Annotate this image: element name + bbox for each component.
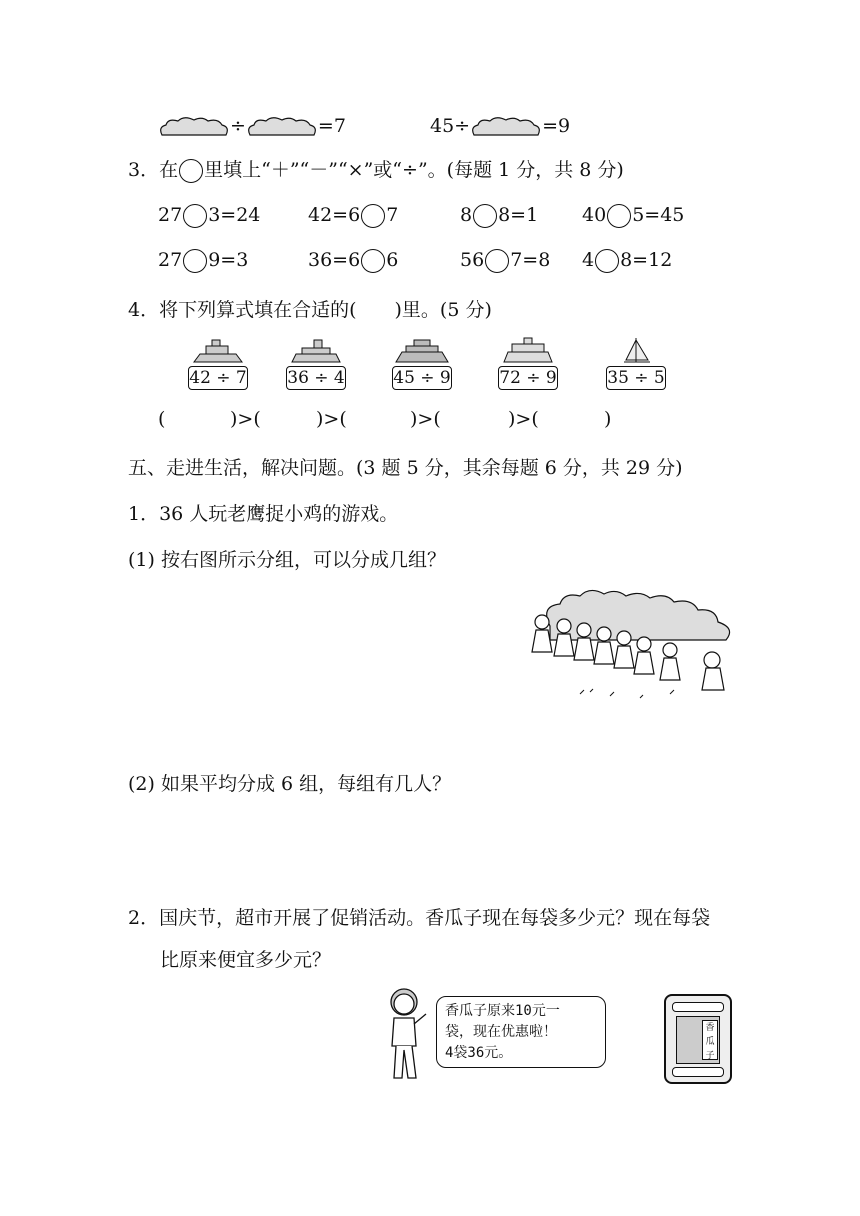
p2-line2: 比原来便宜多少元？ [160, 949, 332, 971]
p2-line1: 2．国庆节，超市开展了促销活动。香瓜子现在每袋多少元？现在每袋 [128, 907, 711, 929]
boat-card [286, 336, 346, 390]
p1-sub1: (1) 按右图所示分组，可以分成几组？ [128, 549, 446, 571]
speech-bubble [436, 996, 606, 1068]
q3-item: 56 7=8 [460, 249, 551, 271]
boat-card [606, 336, 666, 390]
cloud-icon [158, 115, 230, 139]
speech-line: 袋，现在优惠啦！ [445, 1024, 557, 1040]
eq1-suffix: =7 [317, 115, 346, 137]
blank-circle[interactable] [179, 159, 203, 183]
compare-blank[interactable]: )>( [410, 408, 441, 430]
div-sign: ÷ [230, 115, 246, 137]
seed-bag [664, 994, 732, 1084]
blank-circle[interactable] [183, 249, 207, 273]
bag-label: 香 瓜 子 [702, 1020, 718, 1060]
cloud-icon [470, 115, 542, 139]
eq2-prefix: 45÷ [430, 115, 471, 137]
blank-circle[interactable] [361, 204, 385, 228]
compare-blank[interactable]: )>( [316, 408, 347, 430]
expression-box: 72 ÷ 9 [499, 368, 557, 388]
boat-card [188, 336, 248, 390]
p1-title: 1．36 人玩老鹰捉小鸡的游戏。 [128, 503, 399, 525]
ship-icon [392, 336, 452, 366]
eq2-suffix: =9 [542, 115, 571, 137]
top-equations [158, 114, 346, 139]
top-equation-2 [430, 114, 570, 139]
expression-box: 35 ÷ 5 [607, 368, 665, 388]
section5-title: 五、走进生活，解决问题。(3 题 5 分，其余每题 6 分，共 29 分) [128, 457, 683, 479]
children-game-illustration [520, 586, 742, 702]
blank-circle[interactable] [485, 249, 509, 273]
boat-card [498, 336, 558, 390]
blank-circle[interactable] [183, 204, 207, 228]
bag-bottom-band [672, 1067, 724, 1077]
q3-item: 40 5=45 [582, 204, 685, 226]
q3-item: 27 9=3 [158, 249, 249, 271]
p1-sub2: (2) 如果平均分成 6 组，每组有几人？ [128, 773, 452, 795]
boat-card [392, 336, 452, 390]
blank-circle[interactable] [607, 204, 631, 228]
cloud-icon [246, 115, 318, 139]
compare-blank[interactable]: )>( [230, 408, 261, 430]
q3-item: 42=6 7 [308, 204, 399, 226]
q4-title: 4．将下列算式填在合适的( )里。(5 分) [128, 299, 492, 321]
speech-line: 香瓜子原来10元一 [445, 1003, 560, 1019]
compare-blank[interactable]: ) [604, 408, 612, 430]
ship-icon [188, 336, 248, 366]
expression-box: 42 ÷ 7 [189, 368, 247, 388]
q3-item: 27 3=24 [158, 204, 261, 226]
boy-illustration [380, 984, 432, 1084]
compare-blank[interactable]: )>( [508, 408, 539, 430]
blank-circle[interactable] [473, 204, 497, 228]
expression-box: 45 ÷ 9 [393, 368, 451, 388]
q3-item: 36=6 6 [308, 249, 399, 271]
q3-title: 3．在 里填上“＋”“－”“×”或“÷”。(每题 1 分，共 8 分) [128, 159, 624, 181]
sailboat-icon [606, 336, 666, 366]
ship-icon [498, 336, 558, 366]
compare-blank[interactable]: ( [158, 408, 166, 430]
expression-box: 36 ÷ 4 [287, 368, 345, 388]
q3-item: 4 8=12 [582, 249, 673, 271]
bag-top-band [672, 1002, 724, 1012]
speech-line: 4袋36元。 [445, 1045, 513, 1061]
blank-circle[interactable] [361, 249, 385, 273]
blank-circle[interactable] [595, 249, 619, 273]
ship-icon [286, 336, 346, 366]
q3-item: 8 8=1 [460, 204, 539, 226]
